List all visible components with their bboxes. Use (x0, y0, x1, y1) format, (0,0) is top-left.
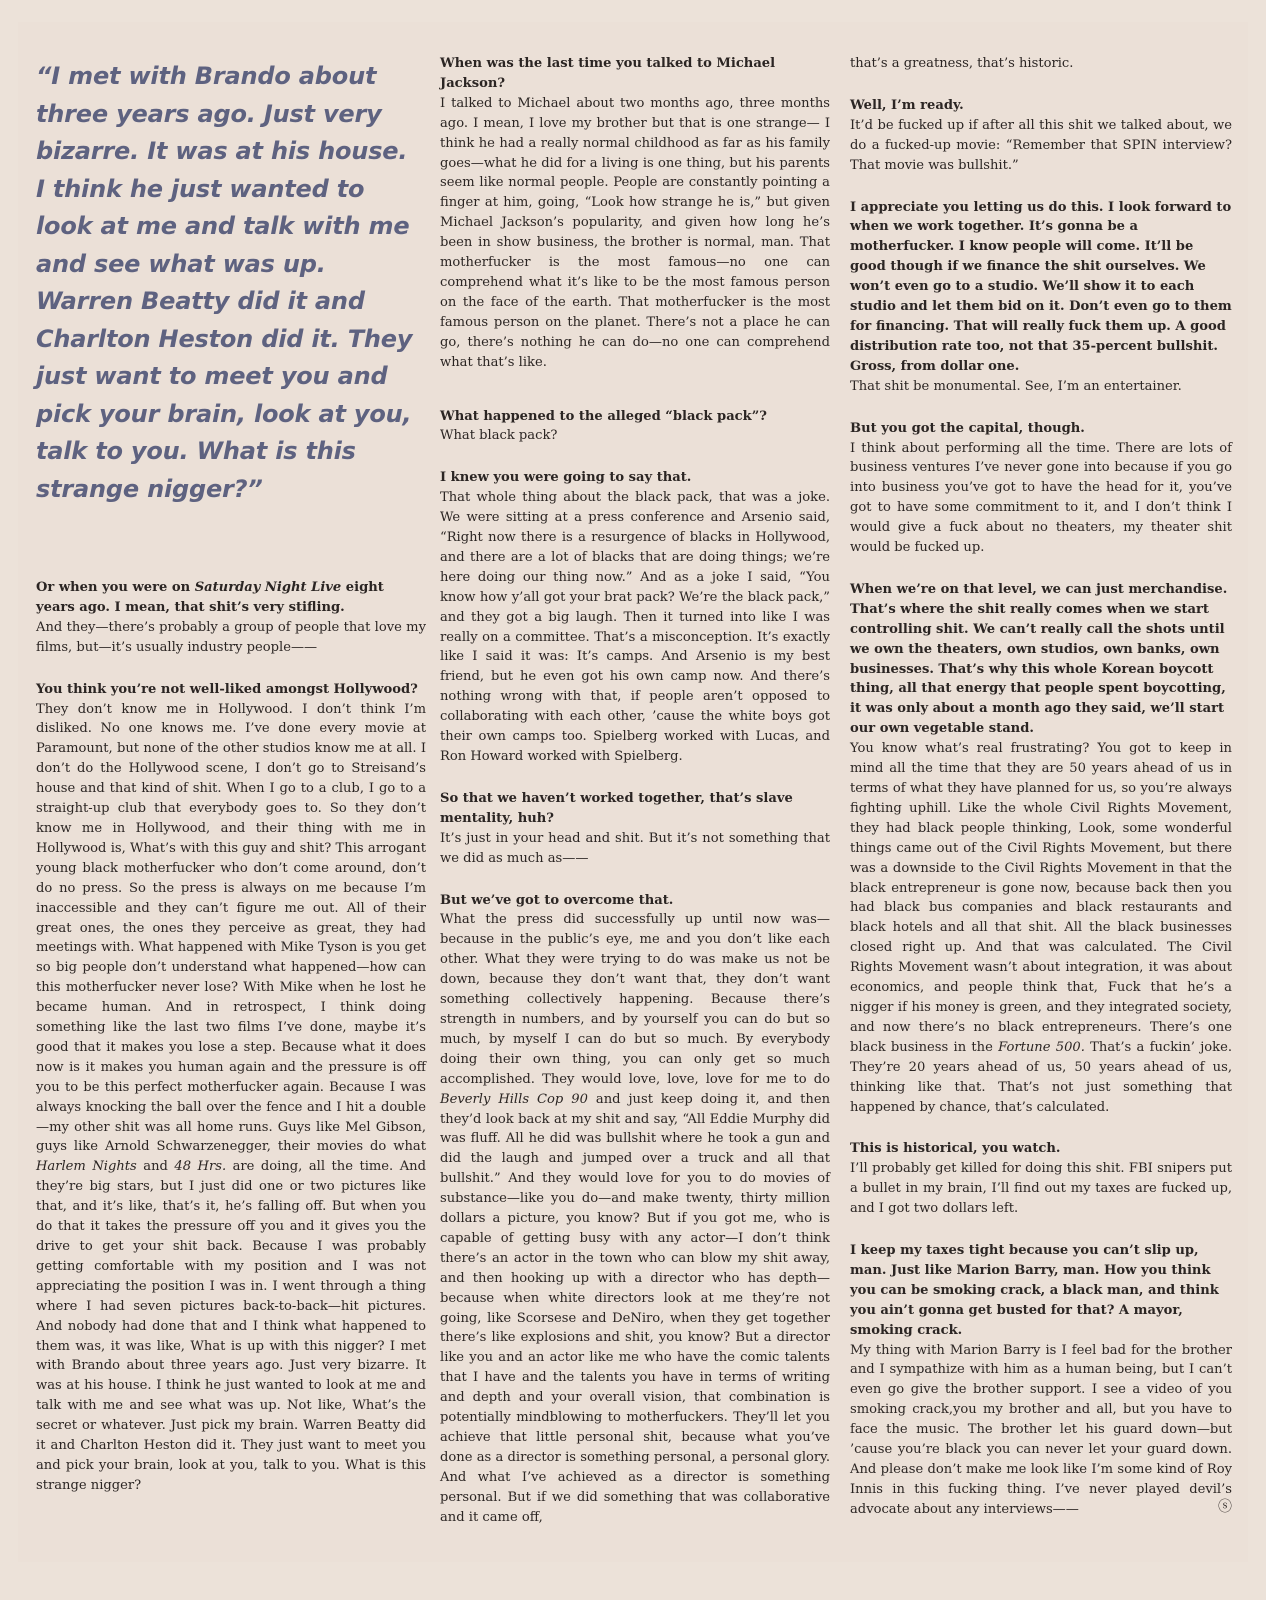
column-1 (18, 22, 426, 1518)
question: When we’re on that level, we can just merchandise. That’s where the shit really comes when we start controlling shit. We can’t really call the shots until we own the theaters, own studios, own banks, own businesses. That’s why this whole Korean boycott thing, all that energy that people spent boycotting, it was only about a month ago they said, we’ll start our own vegetable stand. (850, 581, 1228, 737)
qa-block (850, 198, 1232, 397)
answer: My thing with Marion Barry is I feel bad for the brother and I sympathize with him as a human being, but I can’t even go give the brother support. I see a video of you smoking crack,you my brother and all, but you have to face the music. The brother let his guard down—but ’cause you’re black you can never let your guard down. And please don’t make me look like I’m some kind of Roy Innis in this fucking thing. I’ve never played devil’s advocate about any interviews—— ⓢ (850, 1342, 1232, 1517)
pull-quote: “I met with Brando about three years ago. Just very bizarre. It was at his house. I think he just wanted to look at me and talk with me and see what was up. Warren Beatty did it and Charlton Heston did it. They just want to meet you and pick your brain, look at you, talk to you. What is this strange nigger?” (36, 62, 413, 503)
qa-block (850, 96, 1232, 176)
question: You think you’re not well-liked amongst Hollywood? (36, 681, 418, 697)
answer: That shit be monumental. See, I’m an entertainer. (850, 378, 1182, 394)
qa-block (440, 54, 830, 373)
spin-end-mark-icon: ⓢ (1218, 1498, 1232, 1515)
question: I keep my taxes tight because you can’t slip up, man. Just like Marion Barry, man. How you think you can be smoking crack, a black man, and think you ain’t gonna get busted for that? A mayor, smoking crack. (850, 1243, 1219, 1338)
qa-block (850, 1241, 1232, 1520)
qa-block (440, 789, 830, 869)
carry-over-text: that’s a greatness, that’s historic. (850, 56, 1074, 71)
answer: They don’t know me in Hollywood. I don’t think I’m disliked. No one knows me. I’ve done every movie at Paramount, but none of the other studios know me at all. I don’t do the Hollywood scene, I don’t go to Streisand’s house and that kind of shit. When I go to a club, I go to a straight-up club that everybody goes to. So they don’t know me in Hollywood, and their thing with me in Hollywood is, What’s with this guy and shit? This arrogant young black motherfucker who don’t come around, don’t do no press. So the press is always on me because I’m inaccessible and they can’t figure me out. All of their great ones, the ones they perceive as great, they had meetings with. What happened with Mike Tyson is you get so big people don’t understand what happened—how can this motherfucker never lose? With Mike when he lost he became human. And in retrospect, I think doing something like the last two films I’ve done, maybe it’s good that it makes you lose a step. Because what it does now is it makes you human again and the pressure is off you to be this perfect motherfucker again. Because I was always knocking the ball over the fence and I hit a double—my other shit was all home runs. Guys like Mel Gibson, guys like Arnold Schwarzenegger, their movies do what Harlem Nights and 48 Hrs. are doing, all the time. And they’re big stars, but I just did one or two pictures like that, and it’s like, that’s it, he’s falling off. But when you do that it takes the pressure off you and it gives you the drive to get your shit back. Because I was probably getting comfortable with my position and I was not appreciating the position I was in. I went through a thing where I had seven pictures back-to-back—hit pictures. And nobody had done that and I think what happened to them was, it was like, What is up with this nigger? I met with Brando about three years ago. Just very bizarre. It was at his house. I think he just wanted to look at me and talk with me and see what was up. Not like, What’s the secret or whatever. Just pick my brain. Warren Beatty did it and Charlton Heston did it. They just want to meet you and pick your brain, look at you, talk to you. What is this strange nigger? (36, 701, 426, 1493)
question: But we’ve got to overcome that. (440, 892, 674, 908)
answer: It’d be fucked up if after all this shit we talked about, we do a fucked-up movie: “Remember that SPIN interview? That movie was bullshit.” (850, 117, 1232, 173)
qa-block (850, 580, 1232, 1117)
question: So that we haven’t worked together, that’s slave mentality, huh? (440, 790, 793, 826)
answer: I’ll probably get killed for doing this shit. FBI snipers put a bullet in my brain, I’ll find out my taxes are fucked up, and I got two dollars left. (850, 1161, 1232, 1217)
question: But you got the capital, though. (850, 420, 1085, 436)
question: What happened to the alleged “black pack”? (440, 408, 767, 424)
magazine-page (18, 22, 1248, 1562)
qa-block (440, 468, 830, 767)
question: This is historical, you watch. (850, 1141, 1061, 1157)
answer: It’s just in your head and shit. But it’s not something that we did as much as—— (440, 830, 830, 866)
answer: I talked to Michael about two months ago, three months ago. I mean, I love my brother but that is one strange— I think he had a really normal childhood as far as his family goes—what he did for a living is one thing, but his parents seem like normal people. People are constantly pointing a finger at him, going, “Look how strange he is,” but given Michael Jackson’s popularity, and given how long he’s been in show business, the brother is normal, man. That motherfucker is the most famous—no one can comprehend what it’s like to be the most famous person on the face of the earth. That motherfucker is the most famous person on the planet. There’s not a place he can go, there’s nothing he can do—no one can comprehend what that’s like. (440, 95, 830, 370)
answer: What the press did successfully up until now was—because in the public’s eye, me and you don’t like each other. What they were trying to do was make us not be down, because they don’t want that, they don’t want something collectively happening. Because there’s strength in numbers, and by yourself you can do but so much, by myself I can do but so much. By everybody doing their own thing, you can only get so much accomplished. They would love, love, love for me to do Beverly Hills Cop 90 and just keep doing it, and then they’d look back at my shit and say, “All Eddie Murphy did was fluff. All he did was bullshit where he took a gun and did the laugh and jumped over a truck and all that bullshit.” And they would love for you to do movies of substance—like you do—and make twenty, thirty million dollars a picture, you know? But if you got me, who is capable of getting busy with any actor—I don’t think there’s an actor in the town who can blow my shit away, and then hooking up with a director who has depth—because when white directors look at me they’re not going, like Scorsese and DeNiro, when they get together there’s like explosions and shit, you know? But a director like you and an actor like me who have the comic talents that I have and the talents you have in terms of writing and depth and your overall vision, that combination is potentially mindblowing to motherfuckers. They’ll let you achieve that little personal shit, because what you’ve done as a director is something personal, a personal glory. And what I’ve achieved as a director is something personal. But if we did something that was collaborative and it came off, (440, 912, 830, 1525)
qa-block (36, 578, 426, 658)
qa-block (440, 891, 830, 1528)
qa-block (36, 680, 426, 1496)
answer: I think about performing all the time. There are lots of business ventures I’ve never gone into because if you go into business you’ve got to have the head for it, you’ve got to have some commitment to it, and I don’t think I would give a fuck about no theaters, my theater shit would be fucked up. (850, 440, 1232, 556)
answer: What black pack? (440, 428, 558, 444)
qa-block (850, 419, 1232, 558)
question: Well, I’m ready. (850, 97, 964, 113)
qa-block (440, 407, 830, 447)
question: Or when you were on Saturday Night Live eight years ago. I mean, that shit’s very stifling. (36, 580, 384, 615)
qa-block (850, 1139, 1232, 1219)
column-3 (844, 22, 1232, 1542)
question: I knew you were going to say that. (440, 470, 692, 486)
column-2 (428, 22, 840, 1550)
answer: And they—there’s probably a group of people that love my films, but—it’s usually industry people—— (36, 619, 426, 655)
answer: That whole thing about the black pack, that was a joke. We were sitting at a press conference and Arsenio said, “Right now there is a resurgence of blacks in Hollywood, and there are a lot of blacks that are doing things; we’re here doing our thing now.” And as a joke I said, “You know how y’all got your brat pack? We’re the black pack,” and they got a big laugh. Then it turned into like I was really on a committee. That’s a misconception. It’s exactly like I said it was: It’s camps. And Arsenio is my best friend, but he even got his own camp now. And there’s nothing wrong with that, if people aren’t opposed to collaborating with each other, ’cause the white boys got their own camps too. Spielberg worked with Lucas, and Ron Howard worked with Spielberg. (440, 490, 830, 764)
answer: You know what’s real frustrating? You got to keep in mind all the time that they are 50 years ahead of us in terms of what they have planned for us, so you’re always fighting uphill. Like the whole Civil Rights Movement, they had black people thinking, Look, some wonderful things came out of the Civil Rights Movement, but there was a downside to the Civil Rights Movement in that the black entrepreneur is gone now, because back then you had black bus companies and black restaurants and black hotels and all that shit. All the black businesses closed right up. And that was calculated. The Civil Rights Movement wasn’t about integration, it was about economics, and people think that, Fuck that he’s a nigger if his money is green, and they integrated society, and now there’s no black entrepreneurs. There’s one black business in the Fortune 500. That’s a fuckin’ joke. They’re 20 years ahead of us, 50 years ahead of us, thinking like that. That’s not just something that happened by chance, that’s calculated. (850, 741, 1232, 1115)
question: I appreciate you letting us do this. I look forward to when we work together. It’s gonna be a motherfucker. I know people will come. It’ll be good though if we finance the shit ourselves. We won’t even go to a studio. We’ll show it to each studio and let them bid on it. Don’t even go to them for financing. That will really fuck them up. A good distribution rate too, not that 35-percent bullshit. Gross, from dollar one. (850, 199, 1232, 374)
question: When was the last time you talked to Michael Jackson? (440, 56, 776, 91)
